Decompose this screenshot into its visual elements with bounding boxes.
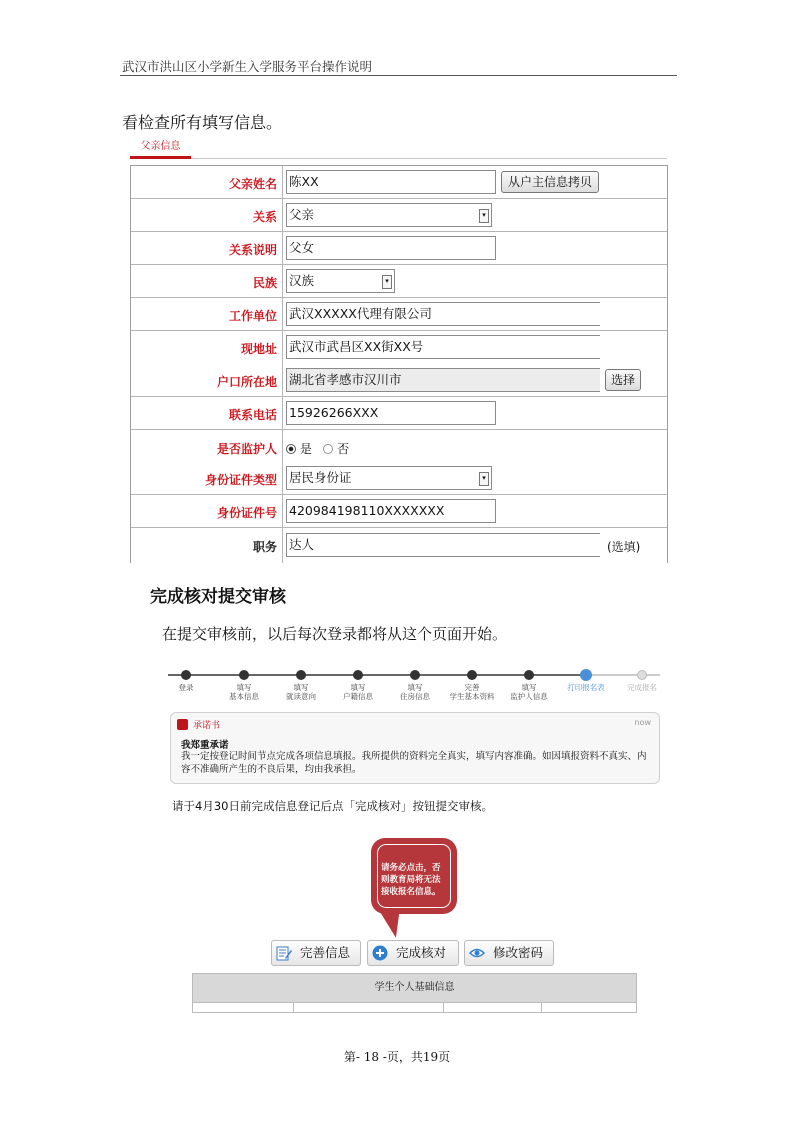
row-father-name — [131, 166, 667, 199]
complete-check-button[interactable] — [367, 940, 459, 966]
table-column-divider — [443, 1002, 444, 1013]
step-label-line1: 填写 — [407, 683, 423, 692]
id-type-label: 身份证件类型 — [204, 473, 277, 487]
guardian-yes-label: 是 — [299, 442, 312, 456]
step-label-line1: 打印报名表 — [567, 683, 605, 692]
id-type-select-value: 居民身份证 — [289, 470, 352, 485]
step-label — [271, 683, 331, 701]
row-ethnicity — [131, 265, 667, 298]
hukou-select-button[interactable]: 选择 — [605, 369, 641, 391]
row-address — [131, 331, 667, 363]
father-name-label: 父亲姓名 — [228, 177, 277, 191]
edit-info-button[interactable] — [271, 940, 361, 966]
row-job — [131, 528, 667, 562]
relation-note-input[interactable]: 父女 — [286, 236, 496, 260]
phone-label: 联系电话 — [228, 408, 277, 422]
pledge-time: now — [634, 718, 651, 727]
row-guardian — [131, 430, 667, 462]
step-label-line2: 户籍信息 — [343, 692, 373, 701]
guardian-no-label: 否 — [337, 442, 350, 456]
step-label-line1: 填写 — [350, 683, 366, 692]
father-form — [130, 165, 668, 563]
step-label — [385, 683, 445, 701]
eye-icon — [469, 945, 485, 961]
table-column-divider — [541, 1002, 542, 1013]
pledge-title: 承诺书 — [193, 721, 221, 731]
row-relation-note — [131, 232, 667, 265]
relation-select-value: 父亲 — [289, 207, 315, 222]
step-label-line1: 填写 — [236, 683, 252, 692]
step-label — [328, 683, 388, 701]
header-rule — [120, 75, 677, 76]
step-label-line2: 基本信息 — [229, 692, 259, 701]
hukou-input[interactable]: 湖北省孝感市汉川市 — [286, 368, 600, 392]
employer-label: 工作单位 — [228, 309, 277, 323]
chevron-down-icon: ▾ — [382, 275, 392, 289]
student-table-title: 学生个人基础信息 — [193, 974, 636, 1003]
step-label-line2: 监护人信息 — [510, 692, 548, 701]
step-dot — [296, 670, 306, 680]
section-title: 完成核对提交审核 — [150, 587, 286, 607]
step-label — [156, 683, 216, 692]
row-id-type — [131, 463, 667, 495]
id-number-input[interactable]: 420984198110XXXXXXX — [286, 499, 496, 523]
job-label: 职务 — [252, 540, 277, 554]
step-dot — [524, 670, 534, 680]
change-password-label: 修改密码 — [493, 945, 544, 960]
step-label — [612, 683, 672, 692]
step-label-line2: 学生基本资料 — [449, 692, 495, 701]
pledge-body: 我一定按登记时间节点完成各项信息填报。我所提供的资料完全真实，填写内容准确。如因填报资料不真实、内容不准确所产生的不良后果，均由我承担。 — [181, 751, 647, 775]
job-optional-note: (选填) — [607, 540, 641, 554]
ethnicity-select[interactable] — [286, 269, 395, 293]
row-hukou — [131, 364, 667, 397]
page-footer: 第- 18 -页，共19页 — [343, 1050, 451, 1064]
complete-check-label: 完成核对 — [396, 945, 447, 960]
step-label-line1: 填写 — [293, 683, 309, 692]
relation-select[interactable] — [286, 203, 492, 227]
guardian-yes-radio[interactable] — [286, 444, 296, 454]
step-label-line2: 住房信息 — [400, 692, 430, 701]
pledge-panel — [170, 712, 660, 784]
guardian-radio-group — [286, 440, 349, 457]
edit-icon — [276, 945, 292, 961]
edit-info-label: 完善信息 — [300, 945, 351, 960]
guardian-label: 是否监护人 — [216, 442, 277, 456]
relation-note-label: 关系说明 — [228, 243, 277, 257]
guardian-no-radio[interactable] — [323, 444, 333, 454]
ethnicity-label: 民族 — [252, 276, 277, 290]
row-relation — [131, 199, 667, 232]
plus-circle-icon — [372, 945, 388, 961]
address-input[interactable]: 武汉市武昌区XX街XX号 — [286, 335, 600, 359]
phone-input[interactable]: 15926266XXX — [286, 401, 496, 425]
step-dot — [580, 669, 592, 681]
father-tab-bar — [130, 140, 667, 159]
callout-bubble — [371, 838, 457, 914]
student-info-table — [192, 973, 637, 1013]
relation-label: 关系 — [252, 210, 277, 224]
tab-father-info[interactable]: 父亲信息 — [130, 140, 191, 159]
deadline-note: 请于4月30日前完成信息登记后点「完成核对」按钮提交审核。 — [172, 799, 493, 813]
change-password-button[interactable] — [464, 940, 554, 966]
pledge-icon — [177, 719, 188, 730]
step-label-line1: 登录 — [178, 683, 194, 692]
chevron-down-icon: ▾ — [479, 209, 489, 223]
job-input[interactable]: 达人 — [286, 533, 600, 557]
hukou-label: 户口所在地 — [216, 375, 277, 389]
intro-text: 看检查所有填写信息。 — [122, 113, 283, 132]
step-label — [556, 683, 616, 692]
step-dot — [637, 670, 647, 680]
row-id-number — [131, 495, 667, 528]
stepper-track-remaining — [586, 674, 660, 676]
step-label — [214, 683, 274, 701]
table-column-divider — [293, 1002, 294, 1013]
step-label-line1: 填写 — [521, 683, 537, 692]
step-dot — [410, 670, 420, 680]
step-label-line1: 完善 — [464, 683, 480, 692]
step-dot — [353, 670, 363, 680]
step-label-line1: 完成报名 — [627, 683, 657, 692]
employer-input[interactable]: 武汉XXXXX代理有限公司 — [286, 302, 600, 326]
father-name-input[interactable]: 陈XX — [286, 170, 496, 194]
row-phone — [131, 397, 667, 430]
row-employer — [131, 298, 667, 331]
chevron-down-icon: ▾ — [479, 472, 489, 486]
id-number-label: 身份证件号 — [216, 506, 277, 520]
step-label — [442, 683, 502, 701]
step-dot — [239, 670, 249, 680]
id-type-select[interactable] — [286, 466, 492, 490]
pledge-heading: 我郑重承诺 — [181, 740, 229, 751]
section-text: 在提交审核前，以后每次登录都将从这个页面开始。 — [162, 625, 508, 643]
ethnicity-select-value: 汉族 — [289, 273, 315, 288]
address-label: 现地址 — [240, 342, 277, 356]
step-dot — [181, 670, 191, 680]
bubble-text: 请务必点击，否则教育局将无法接收报名信息。 — [381, 863, 441, 897]
step-label-line2: 就读意向 — [286, 692, 316, 701]
running-header: 武汉市洪山区小学新生入学服务平台操作说明 — [122, 59, 373, 74]
step-dot — [467, 670, 477, 680]
copy-from-householder-button[interactable]: 从户主信息拷贝 — [501, 171, 599, 193]
step-label — [499, 683, 559, 701]
